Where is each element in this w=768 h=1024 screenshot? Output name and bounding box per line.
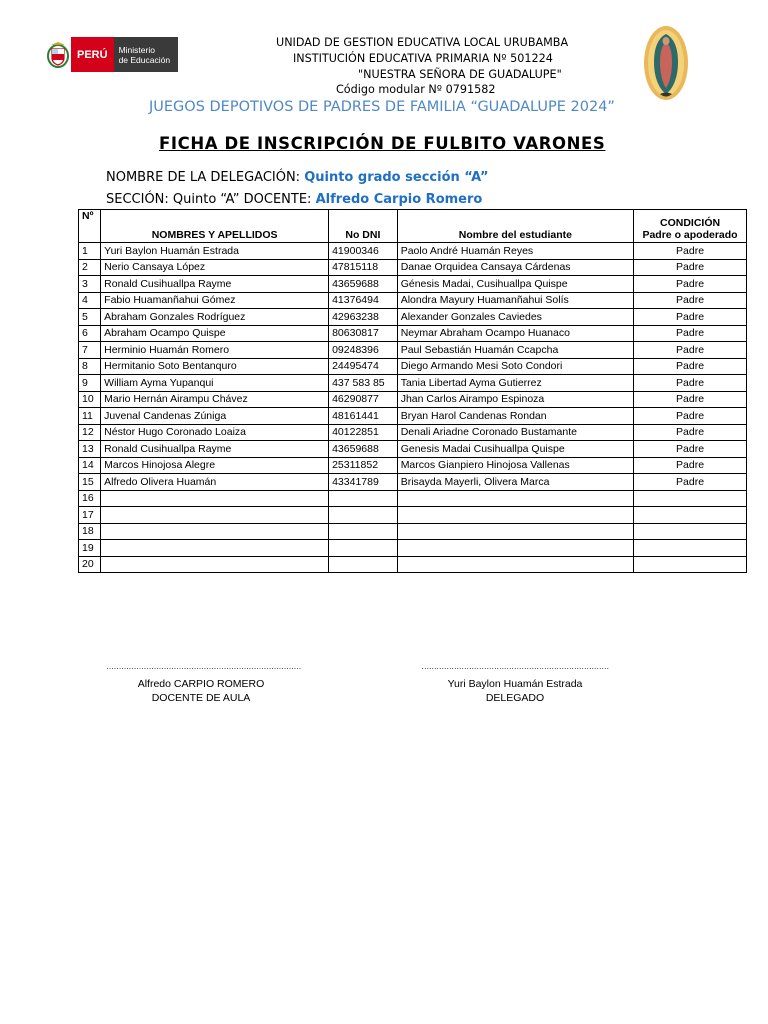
condition: Padre [634,243,747,260]
condition: Padre [634,292,747,309]
condition [634,507,747,524]
student-name: Marcos Gianpiero Hinojosa Vallenas [397,457,633,474]
dni-number: 43659688 [329,276,398,293]
parent-name [101,556,329,573]
table-row [79,474,747,491]
table-row [79,342,747,359]
student-name: Neymar Abraham Ocampo Huanaco [397,325,633,342]
row-number: 4 [79,292,101,309]
event-title: JUEGOS DEPOTIVOS DE PADRES DE FAMILIA “GUADALUPE 2024” [149,99,615,115]
row-number: 8 [79,358,101,375]
delegation-line [106,170,489,185]
table-row [79,259,747,276]
parent-name: Ronald Cusihuallpa Rayme [101,441,329,458]
roster-table [78,209,747,573]
modular-code: Código modular Nº 0791582 [336,83,496,96]
header-dni: No DNI [329,210,398,243]
parent-name: Nerio Cansaya López [101,259,329,276]
row-number: 18 [79,523,101,540]
student-name: Bryan Harol Candenas Rondan [397,408,633,425]
condition [634,556,747,573]
row-number: 10 [79,391,101,408]
student-name: Paul Sebastián Huamán Ccapcha [397,342,633,359]
table-header-row [79,210,747,243]
table-row [79,507,747,524]
condition: Padre [634,441,747,458]
dni-number [329,490,398,507]
condition: Padre [634,276,747,293]
parent-name: William Ayma Yupanqui [101,375,329,392]
student-name: Jhan Carlos Airampo Espinoza [397,391,633,408]
dni-number: 43341789 [329,474,398,491]
row-number: 6 [79,325,101,342]
ministry-line1: Ministerio [118,44,155,55]
ministry-label [114,37,178,72]
header-name: NOMBRES Y APELLIDOS [101,210,329,243]
table-row [79,523,747,540]
table-row [79,490,747,507]
dni-number: 43659688 [329,441,398,458]
dni-number: 80630817 [329,325,398,342]
header-condition [634,210,747,243]
dni-number: 09248396 [329,342,398,359]
table-row [79,243,747,260]
row-number: 3 [79,276,101,293]
header-condition-line1: CONDICIÓN [659,217,721,229]
condition [634,490,747,507]
row-number: 15 [79,474,101,491]
table-row [79,375,747,392]
condition [634,523,747,540]
student-name: Diego Armando Mesi Soto Condori [397,358,633,375]
parent-name: Marcos Hinojosa Alegre [101,457,329,474]
student-name: Tania Libertad Ayma Gutierrez [397,375,633,392]
student-name [397,556,633,573]
dni-number: 25311852 [329,457,398,474]
row-number: 12 [79,424,101,441]
table-row [79,556,747,573]
condition: Padre [634,457,747,474]
row-number: 7 [79,342,101,359]
ugel-heading: UNIDAD DE GESTION EDUCATIVA LOCAL URUBAMBA [276,36,569,49]
section-label: SECCIÓN: Quinto “A” DOCENTE: [106,192,312,207]
row-number: 2 [79,259,101,276]
table-row [79,292,747,309]
parent-name: Yuri Baylon Huamán Estrada [101,243,329,260]
parent-name: Ronald Cusihuallpa Rayme [101,276,329,293]
student-name: Alondra Mayury Huamanñahui Solís [397,292,633,309]
school-name-heading: "NUESTRA SEÑORA DE GUADALUPE" [358,68,562,81]
parent-name: Mario Hernán Airampu Chávez [101,391,329,408]
parent-name: Juvenal Candenas Zúniga [101,408,329,425]
row-number: 9 [79,375,101,392]
row-number: 14 [79,457,101,474]
table-row [79,441,747,458]
peru-label: PERÚ [71,37,114,72]
condition: Padre [634,474,747,491]
parent-name: Néstor Hugo Coronado Loaiza [101,424,329,441]
signature-name: Yuri Baylon Huamán Estrada [447,678,583,690]
section-line [106,192,482,207]
teacher-name: Alfredo Carpio Romero [315,192,483,207]
condition: Padre [634,391,747,408]
dni-number: 437 583 85 [329,375,398,392]
student-name: Denali Ariadne Coronado Bustamante [397,424,633,441]
condition: Padre [634,342,747,359]
table-row [79,325,747,342]
roster-body [79,243,747,573]
condition: Padre [634,259,747,276]
parent-name [101,523,329,540]
dni-number: 48161441 [329,408,398,425]
parent-name [101,490,329,507]
student-name [397,540,633,557]
table-row [79,457,747,474]
header-student: Nombre del estudiante [397,210,633,243]
parent-name: Herminio Huamán Romero [101,342,329,359]
parent-name: Abraham Ocampo Quispe [101,325,329,342]
condition: Padre [634,358,747,375]
condition: Padre [634,309,747,326]
table-row [79,540,747,557]
condition: Padre [634,325,747,342]
table-row [79,309,747,326]
dni-number: 41376494 [329,292,398,309]
table-row [79,276,747,293]
dni-number: 47815118 [329,259,398,276]
student-name: Paolo André Huamán Reyes [397,243,633,260]
student-name: Genesis Madai Cusihuallpa Quispe [397,441,633,458]
row-number: 1 [79,243,101,260]
parent-name: Alfredo Olivera Huamán [101,474,329,491]
row-number: 16 [79,490,101,507]
coat-of-arms-icon [45,37,71,72]
condition: Padre [634,375,747,392]
row-number: 19 [79,540,101,557]
header-num: Nº [79,210,101,243]
dni-number [329,556,398,573]
dni-number [329,507,398,524]
dni-number: 41900346 [329,243,398,260]
signature-delegate [420,662,610,704]
table-row [79,358,747,375]
signature-name: Alfredo CARPIO ROMERO [137,678,265,690]
row-number: 17 [79,507,101,524]
signature-role: DELEGADO [485,692,545,704]
parent-name [101,540,329,557]
parent-name: Hermitanio Soto Bentanquro [101,358,329,375]
table-row [79,408,747,425]
row-number: 13 [79,441,101,458]
condition: Padre [634,408,747,425]
student-name [397,523,633,540]
student-name: Danae Orquidea Cansaya Cárdenas [397,259,633,276]
minedu-logo [45,37,178,72]
dni-number [329,523,398,540]
parent-name: Abraham Gonzales Rodríguez [101,309,329,326]
dni-number: 24495474 [329,358,398,375]
student-name [397,490,633,507]
student-name: Alexander Gonzales Caviedes [397,309,633,326]
dni-number: 40122851 [329,424,398,441]
row-number: 5 [79,309,101,326]
dni-number: 46290877 [329,391,398,408]
student-name: Brisayda Mayerli, Olivera Marca [397,474,633,491]
header-condition-line2: Padre o apoderado [642,229,738,241]
table-row [79,424,747,441]
signature-line: ………………………………………………………………… [421,662,609,671]
delegation-value: Quinto grado sección “A” [304,170,489,185]
institution-heading: INSTITUCIÓN EDUCATIVA PRIMARIA Nº 501224 [293,52,553,65]
virgin-guadalupe-image [640,24,692,102]
dni-number: 42963238 [329,309,398,326]
parent-name: Fabio Huamanñahui Gómez [101,292,329,309]
row-number: 20 [79,556,101,573]
table-row [79,391,747,408]
signature-role: DOCENTE DE AULA [151,692,251,704]
signature-teacher [106,662,301,704]
signature-line: …………………………………………………………………… [106,662,301,671]
row-number: 11 [79,408,101,425]
dni-number [329,540,398,557]
condition: Padre [634,424,747,441]
form-title: FICHA DE INSCRIPCIÓN DE FULBITO VARONES [159,134,606,153]
delegation-label: NOMBRE DE LA DELEGACIÓN: [106,170,301,185]
ministry-line2: de Educación [118,54,171,65]
student-name [397,507,633,524]
parent-name [101,507,329,524]
condition [634,540,747,557]
student-name: Génesis Madai, Cusihuallpa Quispe [397,276,633,293]
